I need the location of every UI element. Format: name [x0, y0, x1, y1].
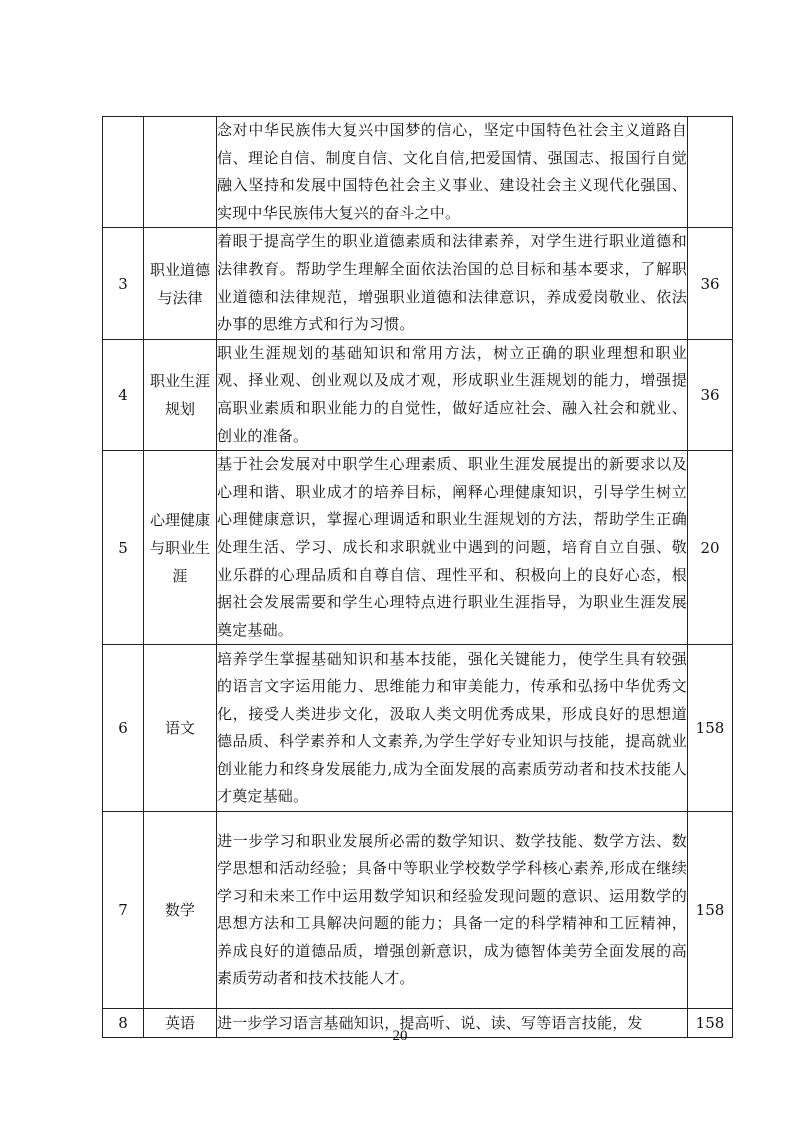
page-number: 20 [392, 1028, 408, 1044]
course-table [102, 116, 733, 1038]
course-name: 职业生涯规划 [144, 339, 217, 450]
course-number: 7 [103, 812, 144, 1009]
course-description [217, 812, 688, 1009]
course-description-text: 念对中华民族伟大复兴中国梦的信心，坚定中国特色社会主义道路自信、理论自信、制度自信、文化自信,把爱国情、强国志、报国行自觉融入坚持和发展中国特色社会主义事业、建设社会主义现代化强国、实现中华民族伟大复兴的奋斗之中。 [217, 121, 687, 222]
course-hours: 158 [688, 1009, 733, 1038]
course-name: 心理健康与职业生涯 [144, 451, 217, 645]
course-hours: 158 [688, 812, 733, 1009]
table-row [103, 228, 733, 339]
course-description-text: 进一步学习和职业发展所必需的数学知识、数学技能、数学方法、数学思想和活动经验；具备中等职业学校数学学科核心素养,形成在继续学习和未来工作中运用数学知识和经验发现问题的意识、运用数学的思想方法和工具解决问题的能力；具备一定的科学精神和工匠精神，养成良好的道德品质，增强创新意识，成为德智体美劳全面发展的高素质劳动者和技术技能人才。 [217, 831, 687, 988]
course-description-text: 着眼于提高学生的职业道德素质和法律素养，对学生进行职业道德和法律教育。帮助学生理解全面依法治国的总目标和基本要求，了解职业道德和法律规范，增强职业道德和法律意识，养成爱岗敬业、依法办事的思维方式和行为习惯。 [217, 232, 687, 334]
course-description [217, 339, 688, 450]
table-row [103, 117, 733, 228]
table-row [103, 339, 733, 450]
course-description [217, 117, 688, 228]
course-description-text: 进一步学习语言基础知识，提高听、说、读、写等语言技能，发 [217, 1014, 643, 1033]
course-description [217, 451, 688, 645]
course-number [103, 117, 144, 228]
course-name [144, 117, 217, 228]
table-row [103, 812, 733, 1009]
course-description-text: 职业生涯规划的基础知识和常用方法，树立正确的职业理想和职业观、择业观、创业观以及成才观，形成职业生涯规划的能力，增强提高职业素质和职业能力的自觉性，做好适应社会、融入社会和就业、创业的准备。 [217, 343, 687, 445]
course-number: 6 [103, 645, 144, 812]
course-hours: 36 [688, 228, 733, 339]
course-description [217, 645, 688, 812]
course-number: 5 [103, 451, 144, 645]
course-name: 英语 [144, 1009, 217, 1038]
course-name: 数学 [144, 812, 217, 1009]
course-hours [688, 117, 733, 228]
course-name: 语文 [144, 645, 217, 812]
course-name: 职业道德与法律 [144, 228, 217, 339]
course-number: 4 [103, 339, 144, 450]
table-row [103, 645, 733, 812]
table-row [103, 451, 733, 645]
course-number: 8 [103, 1009, 144, 1038]
course-number: 3 [103, 228, 144, 339]
course-hours: 20 [688, 451, 733, 645]
course-description [217, 228, 688, 339]
course-hours: 36 [688, 339, 733, 450]
course-hours: 158 [688, 645, 733, 812]
course-description-text: 基于社会发展对中职学生心理素质、职业生涯发展提出的新要求以及心理和谐、职业成才的培养目标，阐释心理健康知识，引导学生树立心理健康意识，掌握心理调适和职业生涯规划的方法，帮助学生正确处理生活、学习、成长和求职就业中遇到的问题，培育自立自强、敬业乐群的心理品质和自尊自信、理性平和、积极向上的良好心态，根据社会发展需要和学生心理特点进行职业生涯指导，为职业生涯发展奠定基础。 [217, 455, 687, 639]
course-description-text: 培养学生掌握基础知识和基本技能，强化关键能力，使学生具有较强的语言文字运用能力、思维能力和审美能力，传承和弘扬中华优秀文化，接受人类进步文化，汲取人类文明优秀成果，形成良好的思想道德品质、科学素养和人文素养,为学生学好专业知识与技能，提高就业创业能力和终身发展能力,成为全面发展的高素质劳动者和技术技能人才奠定基础。 [217, 649, 687, 806]
